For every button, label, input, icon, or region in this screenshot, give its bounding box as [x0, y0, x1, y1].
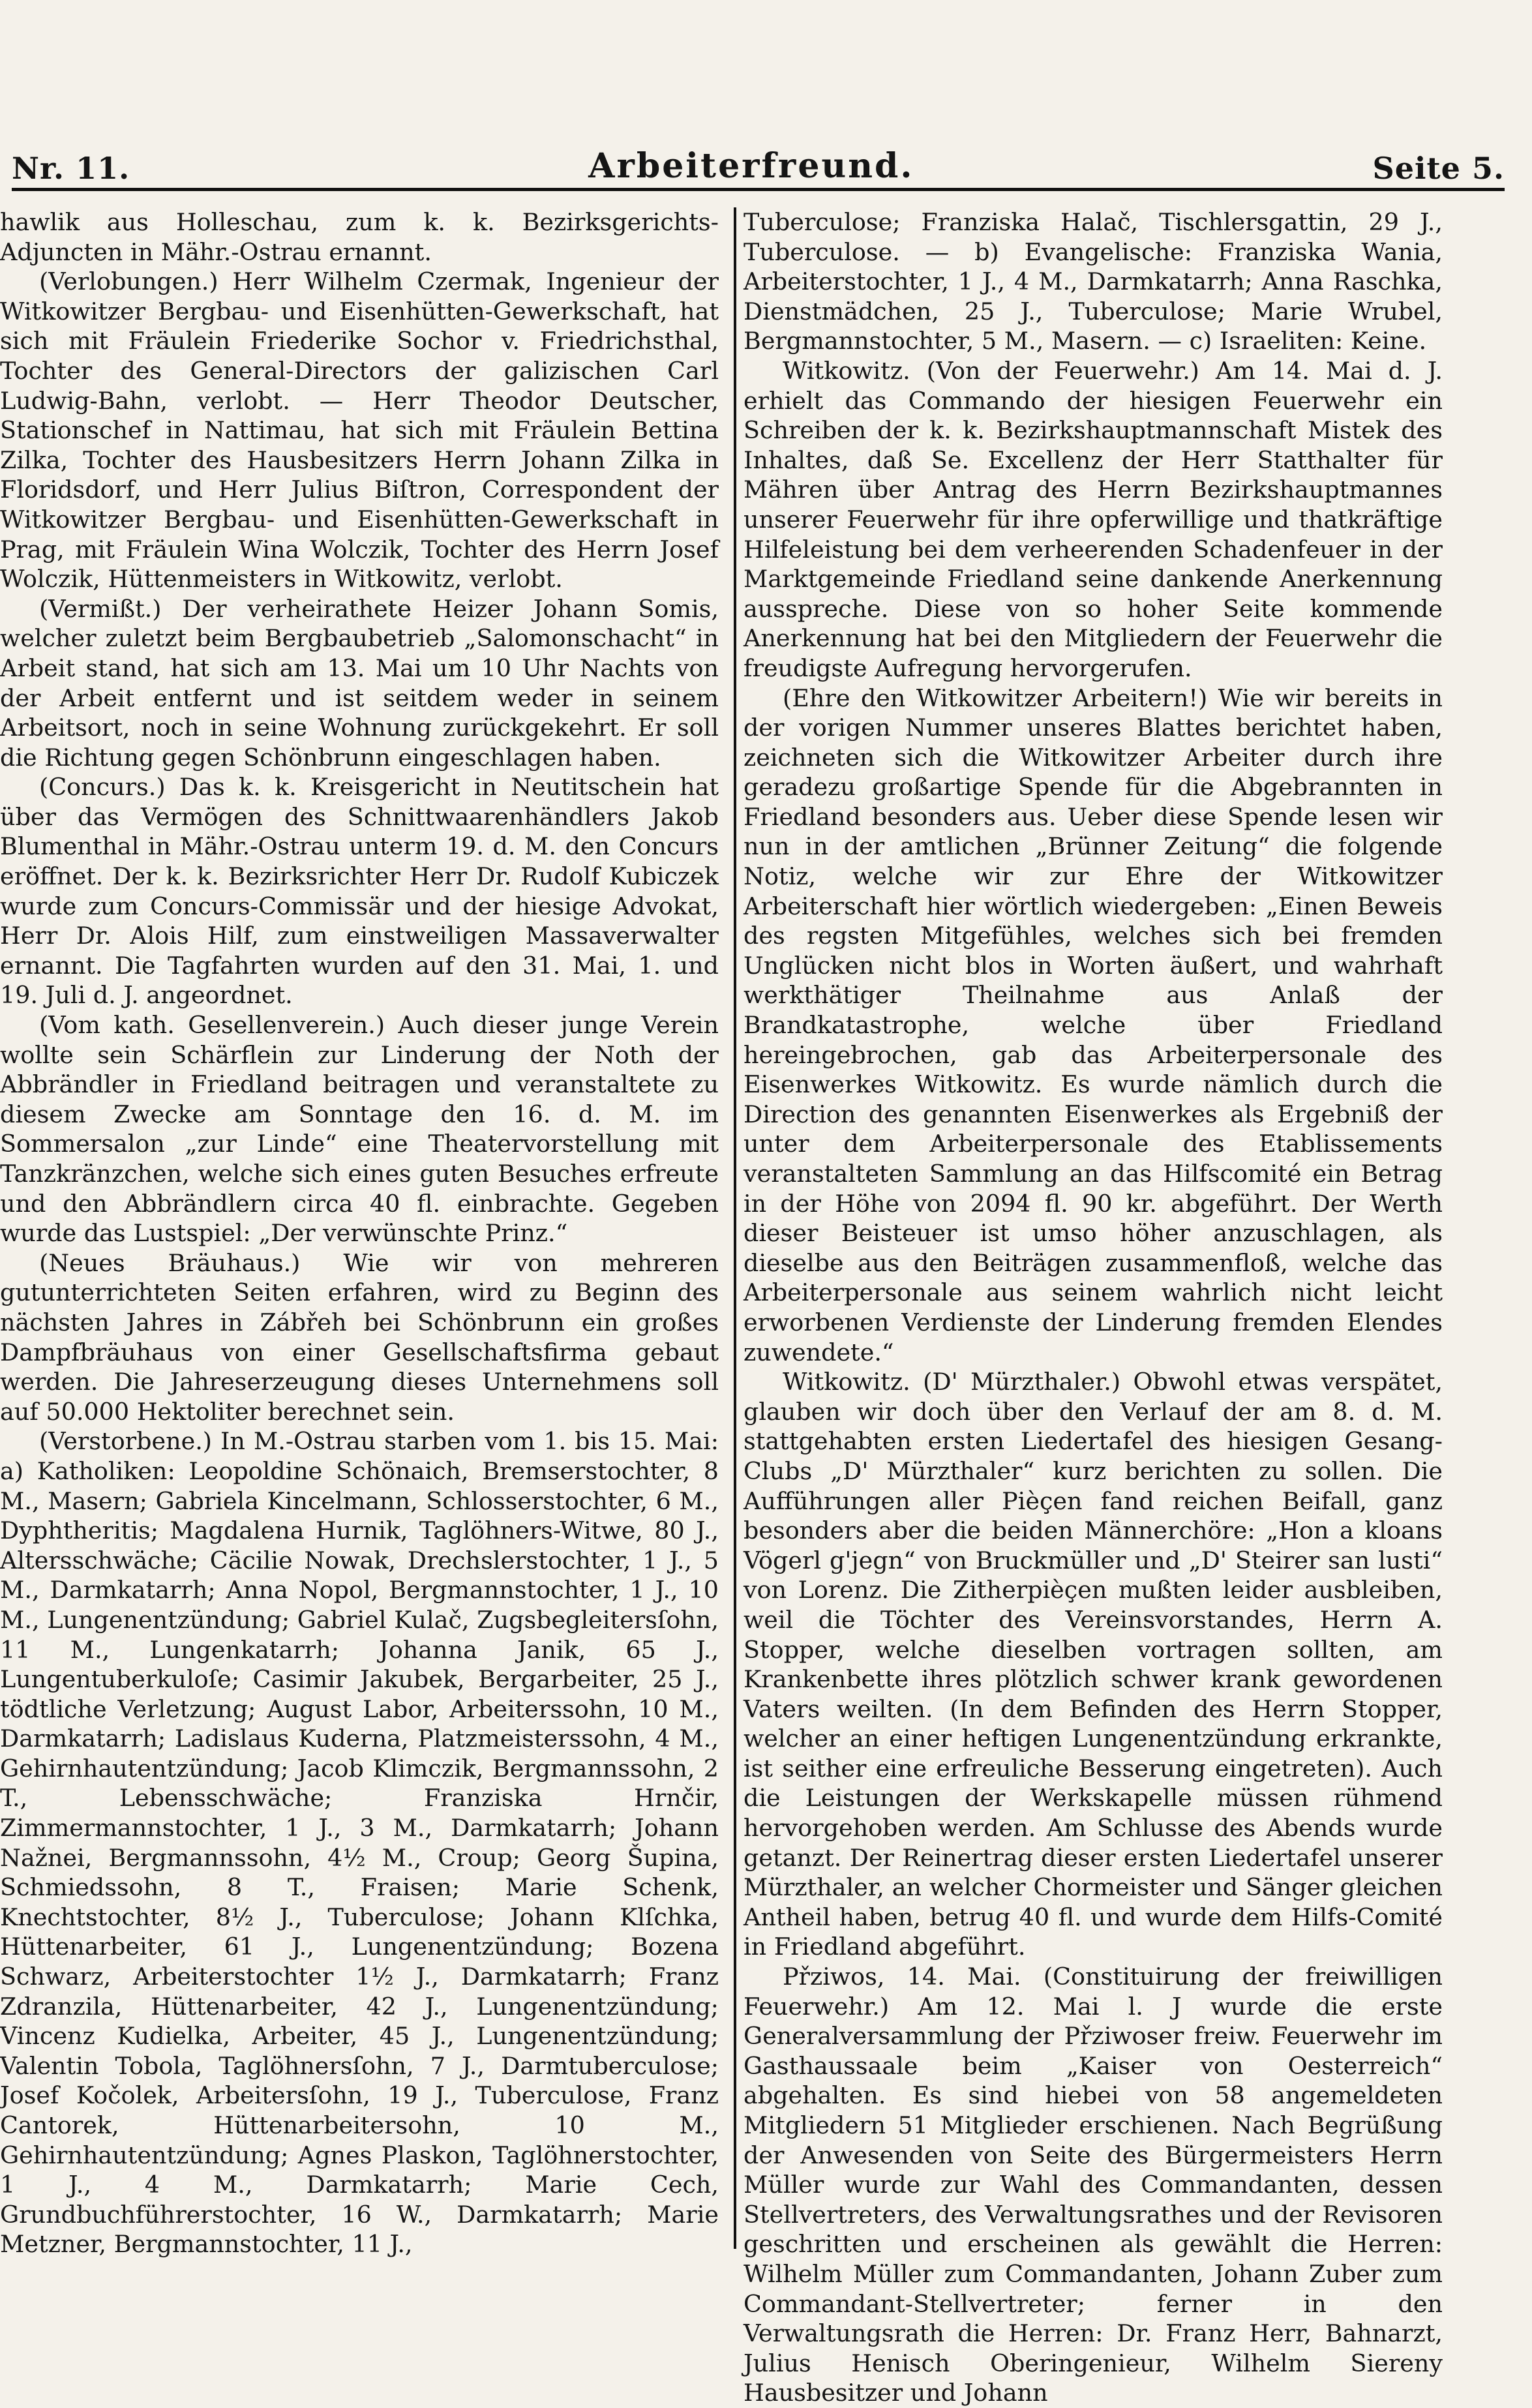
page-header [12, 134, 1505, 186]
column-divider [734, 207, 736, 2249]
masthead-title: Arbeiterfreund. [588, 146, 914, 186]
article-przywos-fire-brigade: Přziwos, 14. Mai. (Constituirung der freiwilligen Feuerwehr.) Am 12. Mai l. J wurde die erste Generalversammlung der Přziwoser freiw. Feuerwehr im Gasthaussaale beim „Kaiser von Oesterreich“ abgehalten. Es sind hiebei von 58 angemeldeten Mitgliedern 51 Mitglieder erschienen. Nach Begrüßung der Anwesenden von Seite des Bürgermeisters Herrn Müller wurde zur Wahl des Commandanten, dessen Stellvertreters, des Verwaltungsrathes und der Revisoren geschritten und erscheinen als gewählt die Herren: Wilhelm Müller zum Commandanten, Johann Zuber zum Commandant-Stellvertreter; ferner in den Verwaltungsrath die Herren: Dr. Franz Herr, Bahnarzt, Julius Henisch Oberingenieur, Wilhelm Siereny Hausbesitzer und Johann [743, 1963, 1443, 2407]
article-concurs: (Concurs.) Das k. k. Kreisgericht in Neutitschein hat über das Vermögen des Schnittwaarenhändlers Jakob Blumenthal in Mähr.-Ostrau unterm 19. d. M. den Concurs eröffnet. Der k. k. Bezirksrichter Herr Dr. Rudolf Kubiczek wurde zum Concurs-Commissär und der hiesige Advokat, Herr Dr. Alois Hilf, zum einstweiligen Massaverwalter ernannt. Die Tagfahrten wurden auf den 31. Mai, 1. und 19. Juli d. J. angeordnet. [0, 773, 719, 1010]
issue-number: Nr. 11. [12, 151, 130, 186]
article-engagements: (Verlobungen.) Herr Wilhelm Czermak, Ingenieur der Witkowitzer Bergbau- und Eisenhütten-Gewerkschaft, hat sich mit Fräulein Friederike Sochor v. Friedrichsthal, Tochter des General-Directors der galizischen Carl Ludwig-Bahn, verlobt. — Herr Theodor Deutscher, Stationschef in Nattimau, hat sich mit Fräulein Bettina Zilka, Tochter des Hausbesitzers Herrn Johann Zilka in Floridsdorf, und Herr Julius Biſtron, Correspondent der Witkowitzer Bergbau- und Eisenhütten-Gewerkschaft in Prag, mit Fräulein Wina Wolczik, Tochter des Herrn Josef Wolczik, Hüttenmeisters in Witkowitz, verlobt. [0, 267, 719, 594]
article-fire-brigade-witkowitz: Witkowitz. (Von der Feuerwehr.) Am 14. Mai d. J. erhielt das Commando der hiesigen Feuerwehr ein Schreiben der k. k. Bezirkshauptmannschaft Mistek des Inhaltes, daß Se. Excellenz der Herr Statthalter für Mähren über Antrag des Herrn Bezirkshauptmannes unserer Feuerwehr für ihre opferwillige und thatkräftige Hilfeleistung bei dem verheerenden Schadenfeuer in der Marktgemeinde Friedland seine dankende Anerkennung ausspreche. Diese von so hoher Seite kommende Anerkennung hat bei den Mitgliedern der Feuerwehr die freudigste Aufregung hervorgerufen. [743, 356, 1443, 682]
article-brewery: (Neues Bräuhaus.) Wie wir von mehreren gutunterrichteten Seiten erfahren, wird zu Beginn des nächsten Jahres in Zábřeh bei Schönbrunn ein großes Dampfbräuhaus von einer Gesellschaftsfirma gebaut werden. Die Jahreserzeugung dieses Unternehmens soll auf 50.000 Hektoliter berechnet sein. [0, 1248, 719, 1426]
left-column [0, 207, 719, 2259]
article-paragraph: hawlik aus Holleschau, zum k. k. Bezirksgerichts-Adjuncten in Mähr.-Ostrau ernannt. [0, 208, 719, 266]
page-number: Seite 5. [1372, 151, 1505, 186]
article-deceased-continued: Tuberculose; Franziska Halač, Tischlersgattin, 29 J., Tuberculose. — b) Evangelische: Franziska Wania, Arbeiterstochter, 1 J., 4 M., Darmkatarrh; Anna Raschka, Dienstmädchen, 25 J., Tuberculose; Marie Wrubel, Bergmannstochter, 5 M., Masern. — c) Israeliten: Keine. [743, 208, 1443, 355]
header-rule [12, 188, 1505, 191]
article-missing: (Vermißt.) Der verheirathete Heizer Johann Somis, welcher zuletzt beim Bergbaubetrieb „Salomonschacht“ in Arbeit stand, hat sich am 13. Mai um 10 Uhr Nachts von der Arbeit entfernt und ist seitdem weder in seinem Arbeitsort, noch in seine Wohnung zurückgekehrt. Er soll die Richtung gegen Schönbrunn eingeschlagen haben. [0, 594, 719, 772]
article-honour-workers: (Ehre den Witkowitzer Arbeitern!) Wie wir bereits in der vorigen Nummer unseres Blattes berichtet haben, zeichneten sich die Witkowitzer Arbeiter durch ihre geradezu großartige Spende für die Abgebrannten in Friedland besonders aus. Ueber diese Spende lesen wir nun in der amtlichen „Brünner Zeitung“ die folgende Notiz, welche wir zur Ehre der Witkowitzer Arbeiterschaft hier wörtlich wiedergeben: „Einen Beweis des regsten Mitgefühles, welches sich bei fremden Unglücken nicht blos in Worten äußert, und wahrhaft werkthätiger Theilnahme aus Anlaß der Brandkatastrophe, welche über Friedland hereingebrochen, gab das Arbeiterpersonale des Eisenwerkes Witkowitz. Es wurde nämlich durch die Direction des genannten Eisenwerkes als Ergebniß der unter dem Arbeiterpersonale des Etablissements veranstalteten Sammlung an das Hilfscomité ein Betrag in der Höhe von 2094 fl. 90 kr. abgeführt. Der Werth dieser Beisteuer ist umso höher anzuschlagen, als dieselbe aus den Beiträgen zusammenfloß, welche das Arbeiterpersonale aus seinem wahrlich nicht leicht erworbenen Verdienste der Linderung fremden Elendes zuwendete.“ [743, 684, 1443, 1366]
right-column [743, 207, 1443, 2407]
article-gesellenverein: (Vom kath. Gesellenverein.) Auch dieser junge Verein wollte sein Schärflein zur Linderung der Noth der Abbrändler in Friedland beitragen und veranstaltete zu diesem Zwecke am Sonntage den 16. d. M. im Sommersalon „zur Linde“ eine Theatervorstellung mit Tanzkränzchen, welche sich eines guten Besuches erfreute und den Abbrändlern circa 40 fl. einbrachte. Gegeben wurde das Lustspiel: „Der verwünschte Prinz.“ [0, 1011, 719, 1248]
article-muerzthaler: Witkowitz. (D' Mürzthaler.) Obwohl etwas verspätet, glauben wir doch über den Verlauf der am 8. d. M. stattgehabten ersten Liedertafel des hiesigen Gesang-Clubs „D' Mürzthaler“ kurz berichten zu sollen. Die Aufführungen aller Pièçen fand reichen Beifall, ganz besonders aber die beiden Männerchöre: „Hon a kloans Vögerl g'jegn“ von Bruckmüller und „D' Steirer san lusti“ von Lorenz. Die Zitherpièçen mußten leider ausbleiben, weil die Töchter des Vereinsvorstandes, Herrn A. Stopper, welche dieselben vortragen sollten, am Krankenbette ihres plötzlich schwer krank gewordenen Vaters weilten. (In dem Befinden des Herrn Stopper, welcher an einer heftigen Lungenentzündung erkrankte, ist seither eine erfreuliche Besserung eingetreten). Auch die Leistungen der Werkskapelle müssen rühmend hervorgehoben werden. Am Schlusse des Abends wurde getanzt. Der Reinertrag dieser ersten Liedertafel unserer Mürzthaler, an welcher Chormeister und Sänger gleichen Antheil haben, betrug 40 fl. und wurde dem Hilfs-Comité in Friedland abgeführt. [743, 1368, 1443, 1961]
article-deceased: (Verstorbene.) In M.-Ostrau starben vom 1. bis 15. Mai: a) Katholiken: Leopoldine Schönaich, Bremserstochter, 8 M., Masern; Gabriela Kincelmann, Schlosserstochter, 6 M., Dyphtheritis; Magdalena Hurnik, Taglöhners-Witwe, 80 J., Altersschwäche; Cäcilie Nowak, Drechslerstochter, 1 J., 5 M., Darmkatarrh; Anna Nopol, Bergmannstochter, 1 J., 10 M., Lungenentzündung; Gabriel Kulač, Zugsbegleitersſohn, 11 M., Lungenkatarrh; Johanna Janik, 65 J., Lungentuberkuloſe; Casimir Jakubek, Bergarbeiter, 25 J., tödtliche Verletzung; August Labor, Arbeiterssohn, 10 M., Darmkatarrh; Ladislaus Kuderna, Platzmeisterssohn, 4 M., Gehirnhautentzündung; Jacob Klimczik, Bergmannssohn, 2 T., Lebensschwäche; Franziska Hrnčir, Zimmermannstochter, 1 J., 3 M., Darmkatarrh; Johann Nažnei, Bergmannssohn, 4½ M., Croup; Georg Šupina, Schmiedssohn, 8 T., Fraisen; Marie Schenk, Knechtstochter, 8½ J., Tuberculose; Johann Klſchka, Hüttenarbeiter, 61 J., Lungenentzündung; Bozena Schwarz, Arbeiterstochter 1½ J., Darmkatarrh; Franz Zdranzila, Hüttenarbeiter, 42 J., Lungenentzündung; Vincenz Kudielka, Arbeiter, 45 J., Lungenentzündung; Valentin Tobola, Taglöhnersſohn, 7 J., Darmtuberculose; Josef Kočolek, Arbeitersſohn, 19 J., Tuberculose, Franz Cantorek, Hüttenarbeitersohn, 10 M., Gehirnhautentzündung; Agnes Plaskon, Taglöhnerstochter, 1 J., 4 M., Darmkatarrh; Marie Cech, Grundbuchführerstochter, 16 W., Darmkatarrh; Marie Metzner, Bergmannstochter, 11 J., [0, 1427, 719, 2259]
